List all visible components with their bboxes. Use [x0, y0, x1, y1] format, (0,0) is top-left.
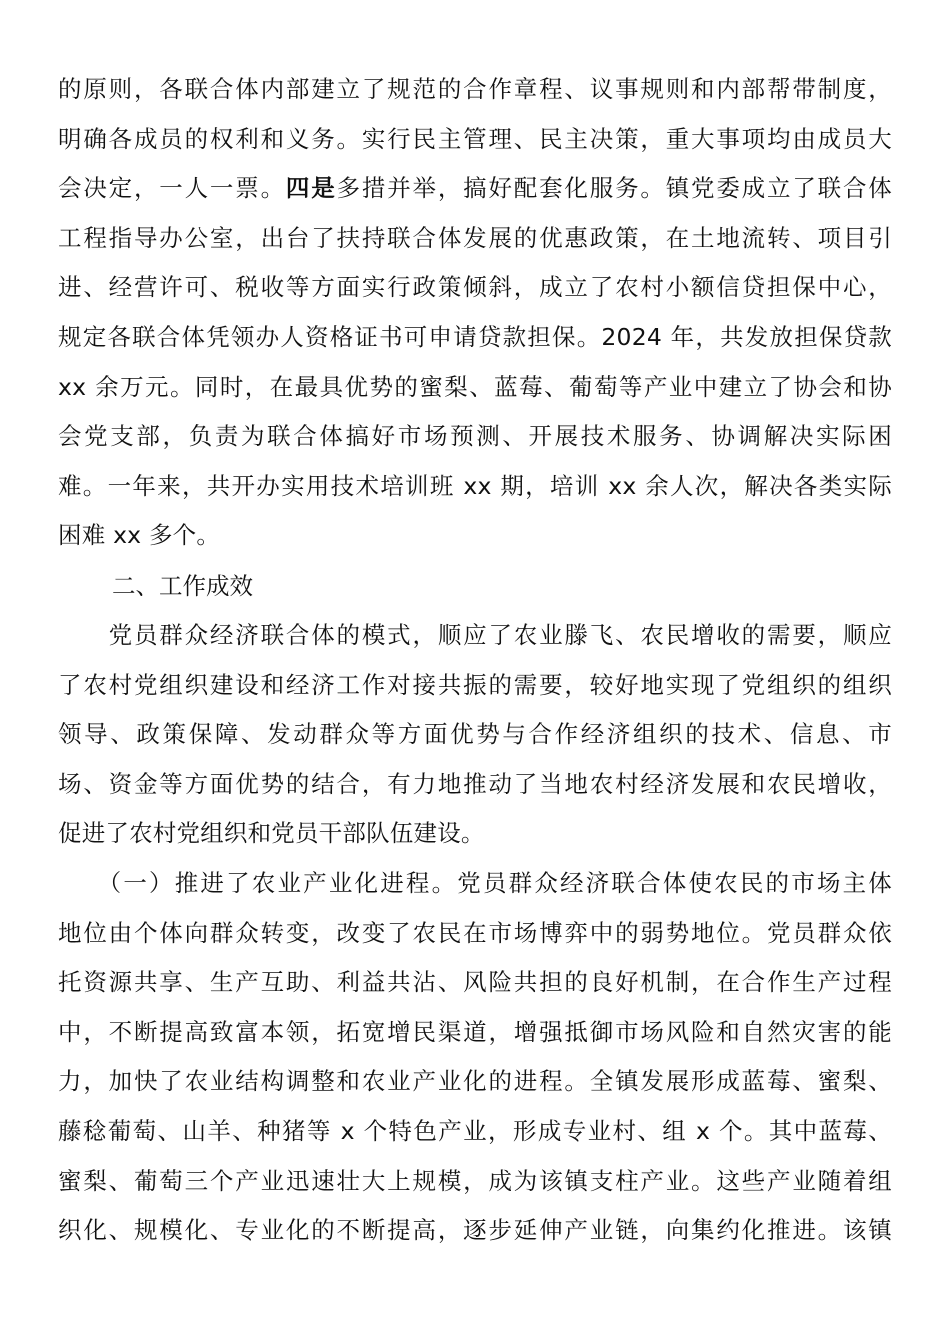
text-line: 领导、政策保障、发动群众等方面优势与合作经济组织的技术、信息、市: [58, 720, 892, 749]
text-line: 织化、规模化、专业化的不断提高，逐步延伸产业链，向集约化推进。该镇: [58, 1216, 892, 1245]
text-line: 了农村党组织建设和经济工作对接共振的需要，较好地实现了党组织的组织: [58, 670, 892, 699]
text-line: 困难 xx 多个。: [58, 521, 221, 550]
text-line: 托资源共享、生产互助、利益共沾、风险共担的良好机制，在合作生产过程: [58, 968, 892, 997]
text-line: 中，不断提高致富本领，拓宽增民渠道，增强抵御市场风险和自然灾害的能: [58, 1017, 892, 1046]
text-line: 力，加快了农业结构调整和农业产业化的进程。全镇发展形成蓝莓、蜜梨、: [58, 1067, 892, 1096]
text-run: 多措并举，搞好配套化服务。镇党委成立了联合体: [336, 174, 892, 203]
text-line: 进、经营许可、税收等方面实行政策倾斜，成立了农村小额信贷担保中心，: [58, 273, 892, 302]
bold-keyword: 四是: [285, 174, 337, 203]
text-line: 蜜梨、葡萄三个产业迅速壮大上规模，成为该镇支柱产业。这些产业随着组: [58, 1166, 892, 1195]
text-line: 地位由个体向群众转变，改变了农民在市场博弈中的弱势地位。党员群众依: [58, 918, 892, 947]
paragraph-model-overview: [58, 611, 892, 859]
text-line: 难。一年来，共开办实用技术培训班 xx 期，培训 xx 余人次，解决各类实际: [58, 471, 892, 500]
text-line: （一）推进了农业产业化进程。党员群众经济联合体使农民的市场主体: [58, 869, 892, 897]
text-line: 的原则，各联合体内部建立了规范的合作章程、议事规则和内部帮带制度，: [58, 75, 892, 103]
text-line: 会党支部，负责为联合体搞好市场预测、开展技术服务、协调解决实际困: [58, 422, 892, 451]
paragraph-continued-principles: [58, 65, 892, 561]
text-line: 工程指导办公室，出台了扶持联合体发展的优惠政策，在土地流转、项目引: [58, 223, 892, 252]
text-line: 规定各联合体凭领办人资格证书可申请贷款担保。2024 年，共发放担保贷款: [58, 322, 892, 351]
text-line: 促进了农村党组织和党员干部队伍建设。: [58, 819, 485, 848]
text-line: [58, 164, 892, 214]
section-heading: 二、工作成效: [112, 572, 253, 600]
text-line: 党员群众经济联合体的模式，顺应了农业滕飞、农民增收的需要，顺应: [58, 621, 892, 649]
paragraph-industrialization: [58, 859, 892, 1256]
text-line: 藤稔葡萄、山羊、种猪等 x 个特色产业，形成专业村、组 x 个。其中蓝莓、: [58, 1116, 892, 1145]
text-run: 会决定，一人一票。: [58, 174, 286, 203]
text-line: 场、资金等方面优势的结合，有力地推动了当地农村经济发展和农民增收，: [58, 769, 892, 798]
text-line: xx 余万元。同时，在最具优势的蜜梨、蓝莓、葡萄等产业中建立了协会和协: [58, 372, 892, 401]
text-line: 明确各成员的权利和义务。实行民主管理、民主决策，重大事项均由成员大: [58, 124, 892, 153]
